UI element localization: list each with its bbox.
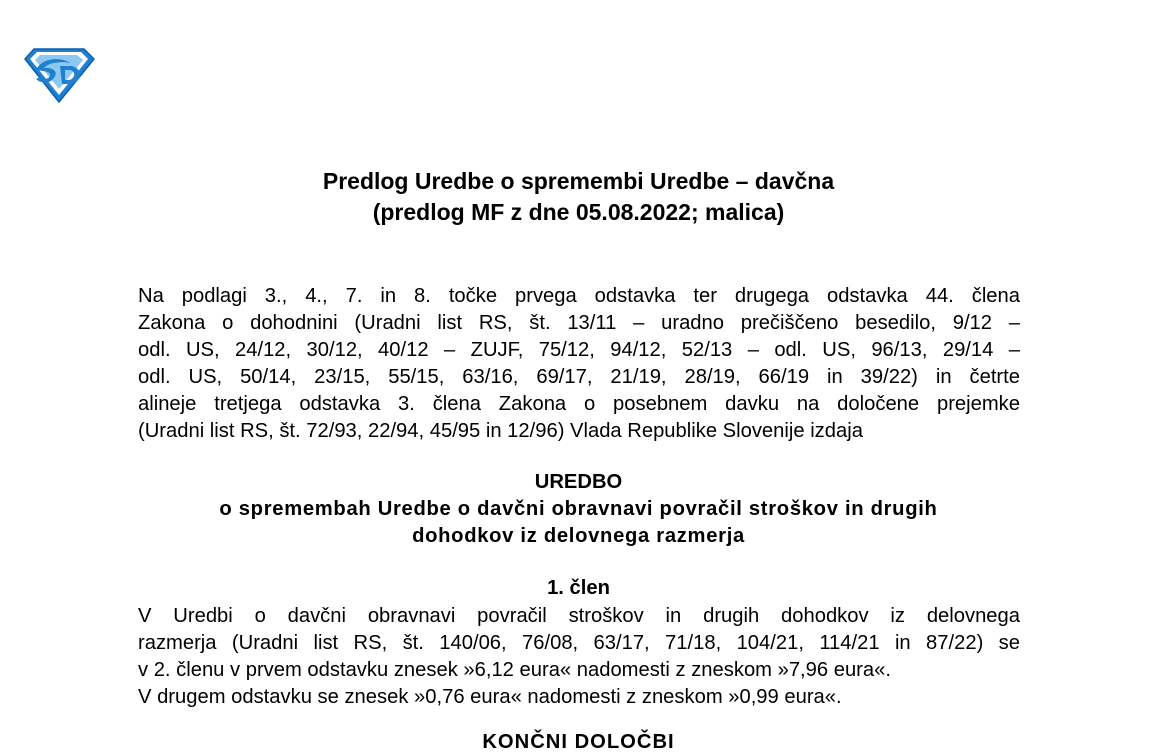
logo-icon: [22, 46, 96, 104]
decree-heading: [0, 469, 1157, 550]
document-title: [0, 166, 1157, 228]
preamble-line: (Uradni list RS, št. 72/93, 22/94, 45/95 in 12/96) Vlada Republike Slovenije izdaja: [138, 420, 863, 442]
article-1-body: [138, 603, 1020, 711]
preamble-line: Na podlagi 3., 4., 7. in 8. točke prvega odstavka ter drugega odstavka 44. člena: [138, 285, 1020, 307]
article-1-heading: [0, 575, 1157, 602]
decree-subtitle-line-2: dohodkov iz delovnega razmerja: [412, 525, 745, 547]
article-1-line: razmerja (Uradni list RS, št. 140/06, 76/08, 63/17, 71/18, 104/21, 114/21 in 87/22) se: [138, 632, 1020, 654]
preamble-line: Zakona o dohodnini (Uradni list RS, št. 13/11 – uradno prečiščeno besedilo, 9/12 –: [138, 312, 1020, 334]
preamble-line: alineje tretjega odstavka 3. člena Zakona o posebnem davku na določene prejemke: [138, 393, 1020, 415]
preamble-paragraph: [138, 283, 1020, 445]
title-line-1: Predlog Uredbe o spremembi Uredbe – davčna: [322, 168, 835, 194]
decree-title: UREDBO: [534, 471, 623, 493]
article-1-line: v 2. členu v prvem odstavku znesek »6,12 eura« nadomesti z zneskom »7,96 eura«.: [138, 659, 891, 681]
decree-subtitle-line-1: o spremembah Uredbe o davčni obravnavi povračil stroškov in drugih: [219, 498, 938, 520]
article-1-line: V Uredbi o davčni obravnavi povračil stroškov in drugih dohodkov iz delovnega: [138, 605, 1020, 627]
final-provisions-heading: KONČNI DOLOČBI: [482, 731, 675, 753]
article-1-heading-text: 1. člen: [547, 577, 610, 599]
article-1-line: V drugem odstavku se znesek »0,76 eura« nadomesti z zneskom »0,99 eura«.: [138, 686, 842, 708]
preamble-line: odl. US, 24/12, 30/12, 40/12 – ZUJF, 75/12, 94/12, 52/13 – odl. US, 96/13, 29/14 –: [138, 339, 1020, 361]
title-line-2: (predlog MF z dne 05.08.2022; malica): [372, 199, 785, 225]
preamble-line: odl. US, 50/14, 23/15, 55/15, 63/16, 69/17, 21/19, 28/19, 66/19 in 39/22) in četrte: [138, 366, 1020, 388]
